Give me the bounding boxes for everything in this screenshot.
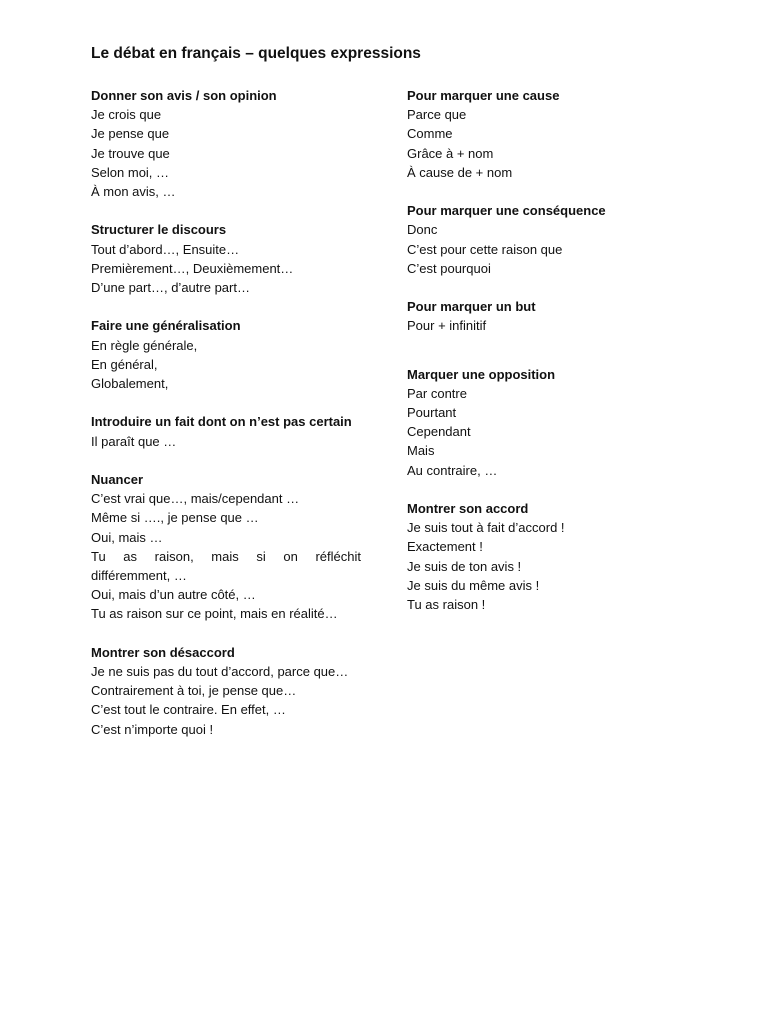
section-nuancer <box>91 470 361 624</box>
expression-item: Exactement ! <box>407 539 483 555</box>
expression-item: C’est vrai que…, mais/cependant … <box>91 491 300 507</box>
expression-item: Je crois que <box>91 107 162 123</box>
expression-item: Je ne suis pas du tout d’accord, parce que… <box>91 664 349 680</box>
expression-item: Oui, mais … <box>91 529 163 545</box>
section-heading: Nuancer <box>91 472 144 487</box>
section-heading: Pour marquer une cause <box>407 88 560 103</box>
section-fait-incertain <box>91 412 361 450</box>
page-title: Le débat en français – quelques expressions <box>91 45 421 62</box>
expression-item: Je pense que <box>91 126 170 142</box>
section-structurer-le-discours <box>91 220 361 297</box>
section-heading: Montrer son désaccord <box>91 644 235 660</box>
expression-item: Je trouve que <box>91 145 170 161</box>
section-opposition <box>407 365 677 480</box>
section-cause <box>407 86 677 182</box>
section-heading: Structurer le discours <box>91 222 227 238</box>
expression-item: C’est tout le contraire. En effet, … <box>91 702 286 718</box>
expression-item: D’une part…, d’autre part… <box>91 280 250 296</box>
section-donner-son-avis <box>91 86 361 201</box>
section-but <box>407 297 677 335</box>
expression-item: Je suis du même avis ! <box>407 577 540 593</box>
expression-item: À mon avis, … <box>91 184 176 200</box>
section-accord <box>407 499 677 614</box>
expression-item: Au contraire, … <box>407 462 498 478</box>
expression-item: En règle générale, <box>91 337 198 353</box>
expression-item: C’est n’importe quoi ! <box>91 721 214 737</box>
section-desaccord <box>91 643 361 739</box>
expression-item: C’est pour cette raison que <box>407 241 563 257</box>
expression-item: Je suis de ton avis ! <box>407 558 522 574</box>
expression-item: À cause de + nom <box>407 164 513 180</box>
expression-item: Tu as raison sur ce point, mais en réalité… <box>91 606 338 622</box>
expression-item: C’est pourquoi <box>407 260 491 276</box>
expression-item: Même si …., je pense que … <box>91 510 259 526</box>
section-heading: Pour marquer un but <box>407 299 536 315</box>
expression-item: Contrairement à toi, je pense que… <box>91 683 297 699</box>
expression-item: Tu as raison ! <box>407 597 486 613</box>
expression-item: En général, <box>91 356 158 372</box>
expression-item: Globalement, <box>91 376 169 392</box>
section-heading: Introduire un fait dont on n’est pas certain <box>91 414 352 430</box>
expression-item: Pourtant <box>407 405 457 421</box>
expression-item: différemment, … <box>91 568 187 584</box>
expression-item: Il paraît que … <box>91 433 177 449</box>
section-heading: Pour marquer une conséquence <box>407 203 606 219</box>
expression-item: Pour + infinitif <box>407 318 487 334</box>
expression-item: Comme <box>407 126 453 142</box>
expression-item: Je suis tout à fait d’accord ! <box>407 520 565 536</box>
section-generalisation <box>91 316 361 393</box>
expression-item: Premièrement…, Deuxièmement… <box>91 260 294 276</box>
expression-item: Donc <box>407 222 438 238</box>
left-column <box>91 86 361 758</box>
expression-item: Selon moi, … <box>91 164 170 180</box>
section-heading: Donner son avis / son opinion <box>91 88 277 103</box>
section-heading: Faire une généralisation <box>91 318 241 334</box>
section-heading: Marquer une opposition <box>407 366 556 382</box>
expression-item: Parce que <box>407 107 467 123</box>
section-heading: Montrer son accord <box>407 501 529 517</box>
expression-item: Tout d’abord…, Ensuite… <box>91 241 240 257</box>
expression-item: Cependant <box>407 424 471 440</box>
expression-item: Mais <box>407 443 435 459</box>
expression-item: Grâce à + nom <box>407 145 494 161</box>
section-consequence <box>407 201 677 278</box>
expression-item: Oui, mais d’un autre côté, … <box>91 587 256 603</box>
expression-item: Par contre <box>407 385 467 401</box>
right-column <box>407 86 677 633</box>
expression-item: Tu as raison, mais si on réfléchit <box>91 548 361 564</box>
